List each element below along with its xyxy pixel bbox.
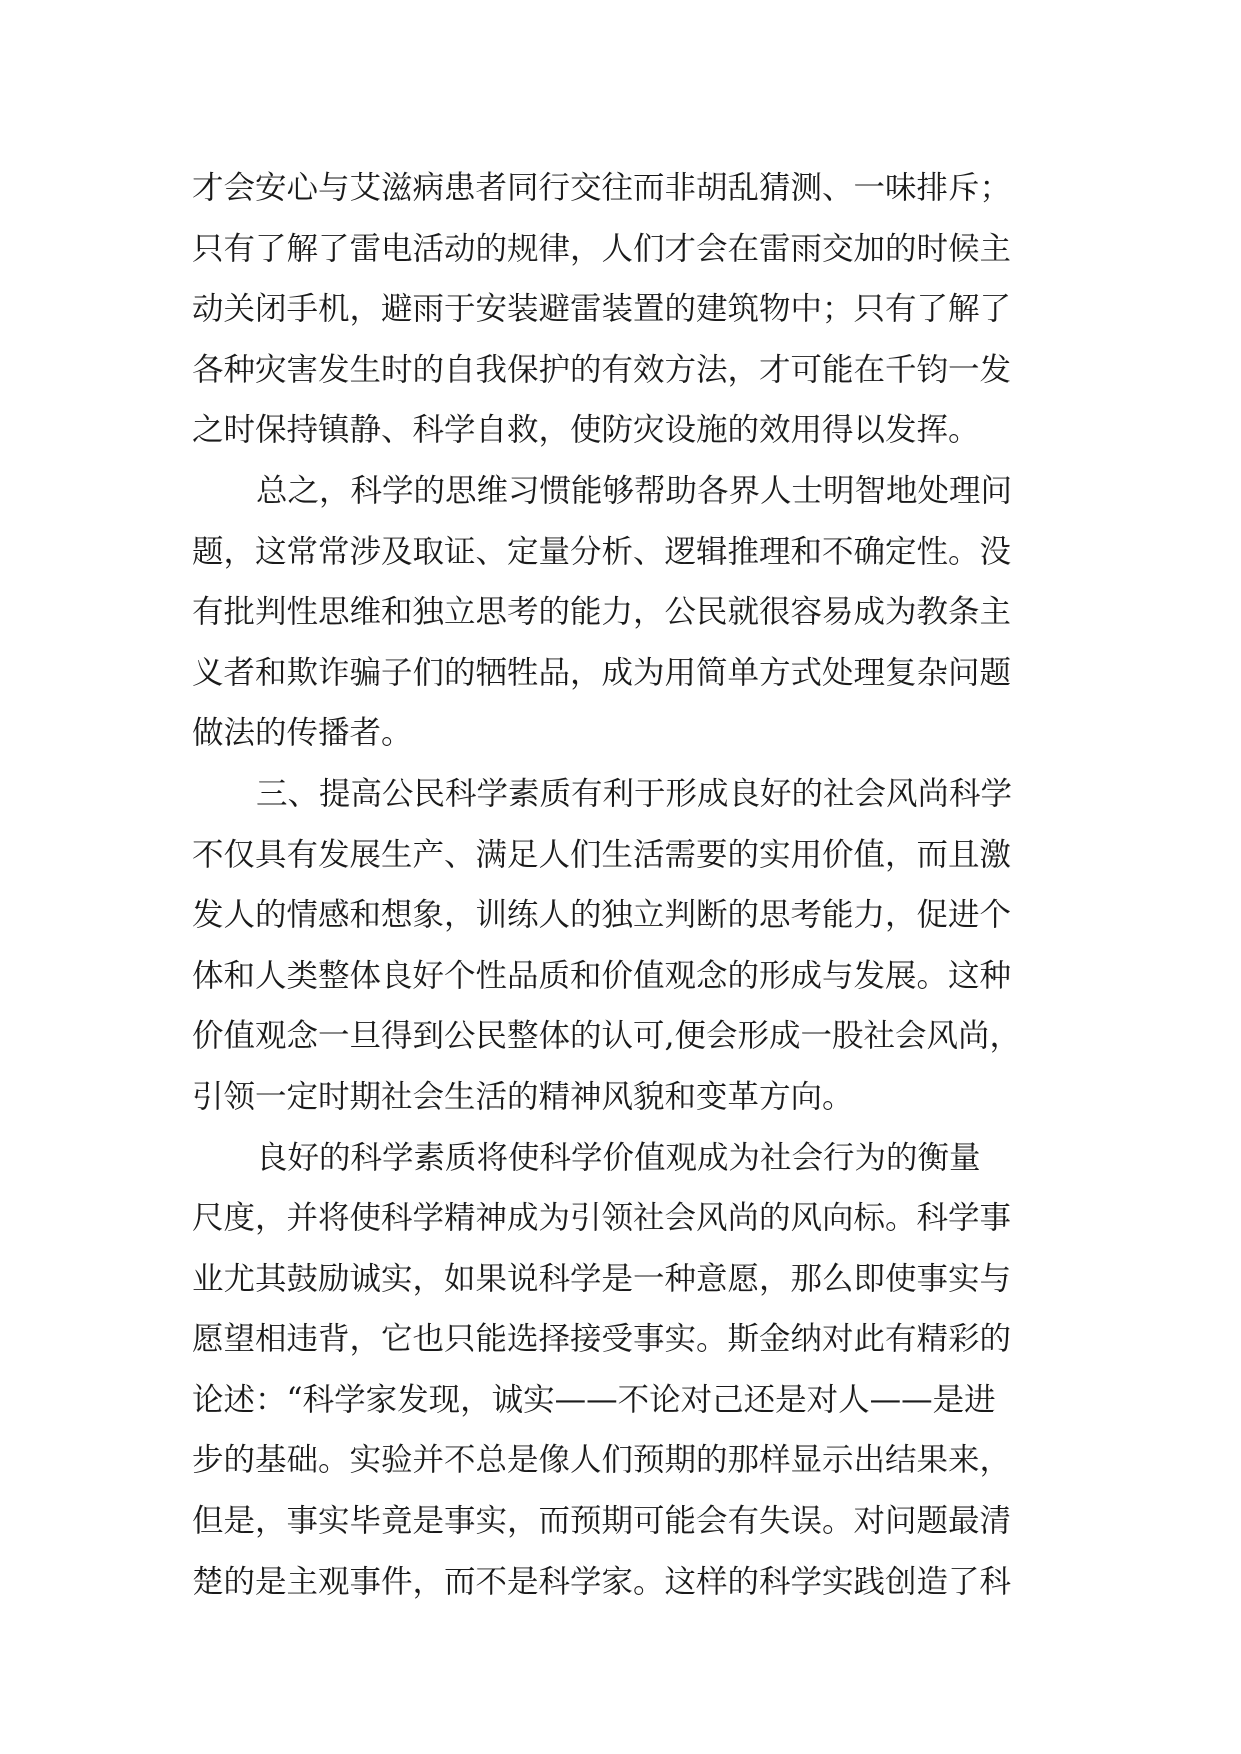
text-line: 楚的是主观事件，而不是科学家。这样的科学实践创造了科 bbox=[192, 1563, 1012, 1600]
text-line: 动关闭手机，避雨于安装避雷装置的建筑物中；只有了解了 bbox=[192, 291, 1012, 328]
document-body bbox=[192, 158, 1072, 1612]
text-line: 但是，事实毕竟是事实，而预期可能会有失误。对问题最清 bbox=[192, 1503, 1012, 1540]
text-line: 不仅具有发展生产、满足人们生活需要的实用价值，而且激 bbox=[192, 836, 1012, 873]
text-line: 愿望相违背，它也只能选择接受事实。斯金纳对此有精彩的 bbox=[192, 1321, 1012, 1358]
text-line: 各种灾害发生时的自我保护的有效方法，才可能在千钧一发 bbox=[192, 351, 1012, 388]
paragraph-first-line: 总之，科学的思维习惯能够帮助各界人士明智地处理问 bbox=[256, 472, 1013, 509]
text-line: 价值观念一旦得到公民整体的认可,便会形成一股社会风尚， bbox=[192, 1018, 1022, 1055]
paragraph-first-line: 良好的科学素质将使科学价值观成为社会行为的衡量 bbox=[256, 1139, 981, 1176]
text-line: 才会安心与艾滋病患者同行交往而非胡乱猜测、一味排斥； bbox=[192, 170, 1012, 206]
section-heading-line: 三、提高公民科学素质有利于形成良好的社会风尚科学 bbox=[256, 775, 1013, 812]
text-line: 步的基础。实验并不总是像人们预期的那样显示出结果来， bbox=[192, 1442, 1012, 1479]
text-line: 之时保持镇静、科学自救，使防灾设施的效用得以发挥。 bbox=[192, 412, 980, 449]
text-line: 只有了解了雷电活动的规律，人们才会在雷雨交加的时候主 bbox=[192, 230, 1012, 267]
text-line: 有批判性思维和独立思考的能力，公民就很容易成为教条主 bbox=[192, 594, 1012, 631]
text-line: 题，这常常涉及取证、定量分析、逻辑推理和不确定性。没 bbox=[192, 533, 1012, 570]
text-line: 引领一定时期社会生活的精神风貌和变革方向。 bbox=[192, 1078, 854, 1115]
text-line: 尺度，并将使科学精神成为引领社会风尚的风向标。科学事 bbox=[192, 1200, 1012, 1237]
text-line: 业尤其鼓励诚实，如果说科学是一种意愿，那么即使事实与 bbox=[192, 1260, 1012, 1297]
text-line: 发人的情感和想象，训练人的独立判断的思考能力，促进个 bbox=[192, 897, 1012, 934]
text-line: 论述：“科学家发现，诚实——不论对己还是对人——是进 bbox=[192, 1381, 996, 1418]
text-line: 做法的传播者。 bbox=[192, 715, 413, 752]
text-line: 体和人类整体良好个性品质和价值观念的形成与发展。这种 bbox=[192, 957, 1012, 994]
text-line: 义者和欺诈骗子们的牺牲品，成为用简单方式处理复杂问题 bbox=[192, 654, 1012, 691]
